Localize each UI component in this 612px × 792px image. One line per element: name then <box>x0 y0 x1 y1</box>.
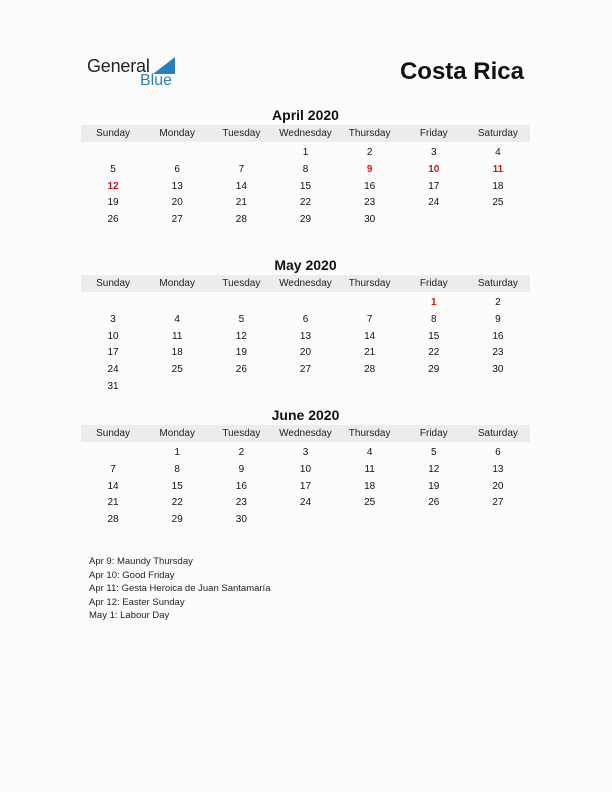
day-cell: 19 <box>235 347 247 359</box>
day-cell: 17 <box>428 180 440 192</box>
day-cell: 3 <box>110 313 116 325</box>
week-row <box>81 295 530 312</box>
week-row <box>81 195 530 212</box>
week-row <box>81 162 530 179</box>
weekday-label: Saturday <box>477 128 518 139</box>
day-cell: 5 <box>430 447 437 458</box>
weekday-label: Wednesday <box>279 278 332 289</box>
weekday-label: Thursday <box>348 428 391 439</box>
day-cell <box>402 212 466 229</box>
day-cell: 11 <box>492 163 504 175</box>
day-cell: 14 <box>235 180 247 192</box>
weekday-label: Monday <box>159 128 195 139</box>
month-june <box>81 405 530 529</box>
day-cell: 9 <box>366 163 373 175</box>
day-cell: 20 <box>492 480 504 492</box>
day-cell <box>466 379 530 396</box>
logo-blue-text: Blue <box>140 72 173 89</box>
day-cell: 27 <box>492 497 504 509</box>
day-cell: 27 <box>299 364 312 376</box>
day-cell: 18 <box>364 480 376 492</box>
day-cell: 5 <box>110 163 116 175</box>
day-cell: 24 <box>107 364 119 376</box>
day-cell: 25 <box>171 364 183 376</box>
day-cell <box>81 445 145 462</box>
day-cell: 22 <box>299 197 312 209</box>
day-cell: 28 <box>364 364 376 376</box>
holiday-list <box>89 555 270 623</box>
day-cell: 23 <box>364 197 376 209</box>
weekday-label: Wednesday <box>279 128 332 139</box>
weekday-label: Sunday <box>96 428 131 439</box>
day-cell: 20 <box>299 347 312 359</box>
day-cell: 27 <box>171 214 183 226</box>
day-cell: 9 <box>495 313 501 325</box>
day-cell: 16 <box>492 330 504 342</box>
month-title: May 2020 <box>274 257 337 273</box>
holiday-item: Apr 11: Gesta Heroica de Juan Santamaría <box>89 583 271 595</box>
day-cell: 11 <box>364 463 375 475</box>
month-may <box>81 255 530 396</box>
day-cell: 3 <box>430 147 437 158</box>
week-row <box>81 312 530 329</box>
day-cell: 19 <box>107 197 119 209</box>
weekday-label: Friday <box>419 428 448 439</box>
weekday-header <box>81 125 530 142</box>
day-cell <box>209 295 273 312</box>
weekday-label: Thursday <box>348 278 391 289</box>
week-row <box>81 379 530 396</box>
day-cell: 8 <box>302 163 309 175</box>
day-cell <box>338 512 402 529</box>
day-cell: 22 <box>171 497 183 509</box>
day-cell <box>209 379 273 396</box>
day-cell <box>273 379 337 396</box>
weekday-label: Sunday <box>96 128 131 139</box>
day-cell: 1 <box>174 447 180 458</box>
day-cell: 16 <box>364 180 376 192</box>
weekday-label: Thursday <box>348 128 391 139</box>
day-cell: 7 <box>238 163 245 175</box>
day-cell: 25 <box>364 497 376 509</box>
weekday-label: Saturday <box>477 428 518 439</box>
day-cell <box>273 512 337 529</box>
day-cell: 2 <box>238 447 245 458</box>
day-cell: 23 <box>235 497 247 509</box>
weekday-label: Tuesday <box>222 428 261 439</box>
day-cell: 21 <box>107 497 119 509</box>
day-cell: 23 <box>492 347 504 359</box>
day-cell: 20 <box>171 197 183 209</box>
day-cell <box>145 295 209 312</box>
week-row <box>81 212 530 229</box>
week-row <box>81 495 530 512</box>
day-cell: 6 <box>495 447 501 458</box>
month-april <box>81 105 530 229</box>
day-cell: 3 <box>302 447 309 458</box>
day-cell <box>81 295 145 312</box>
week-row <box>81 145 530 162</box>
day-cell: 4 <box>174 313 180 325</box>
weekday-label: Friday <box>419 128 448 139</box>
day-cell: 24 <box>428 197 440 209</box>
day-cell: 21 <box>235 197 247 209</box>
day-cell: 12 <box>107 180 119 192</box>
day-cell: 29 <box>428 364 440 376</box>
weekday-label: Wednesday <box>279 428 332 439</box>
day-cell: 1 <box>302 147 309 158</box>
day-cell: 15 <box>299 180 312 192</box>
day-cell <box>145 379 209 396</box>
weekday-header <box>81 425 530 442</box>
month-title: April 2020 <box>272 107 339 123</box>
country-title: Costa Rica <box>399 58 524 85</box>
general-blue-logo <box>87 56 187 92</box>
day-cell: 14 <box>107 480 119 492</box>
day-cell: 8 <box>174 463 180 475</box>
holiday-item: May 1: Labour Day <box>89 610 170 622</box>
weekday-label: Monday <box>159 278 195 289</box>
day-cell: 6 <box>302 313 309 325</box>
day-cell: 28 <box>107 514 119 526</box>
holiday-item: Apr 10: Good Friday <box>89 569 175 581</box>
day-cell <box>466 512 530 529</box>
day-cell: 4 <box>495 147 501 158</box>
day-cell <box>402 379 466 396</box>
day-cell: 13 <box>492 463 504 475</box>
day-cell: 30 <box>492 364 504 376</box>
week-row <box>81 179 530 196</box>
day-cell: 30 <box>364 214 376 226</box>
day-cell: 17 <box>107 347 119 359</box>
logo-general-text: General <box>87 56 150 76</box>
day-cell: 26 <box>428 497 440 509</box>
day-cell: 2 <box>495 297 501 308</box>
day-cell <box>81 145 145 162</box>
day-cell: 26 <box>235 364 247 376</box>
week-row <box>81 329 530 346</box>
day-cell: 30 <box>235 514 247 526</box>
day-cell: 11 <box>172 330 183 342</box>
week-row <box>81 479 530 496</box>
day-cell: 6 <box>174 163 180 175</box>
weekday-label: Tuesday <box>222 278 261 289</box>
day-cell: 29 <box>171 514 183 526</box>
weekday-label: Friday <box>419 278 448 289</box>
day-cell: 5 <box>238 313 245 325</box>
day-cell: 7 <box>366 313 373 325</box>
holiday-item: Apr 12: Easter Sunday <box>89 596 185 608</box>
day-cell: 10 <box>428 163 440 175</box>
day-cell: 2 <box>366 147 373 158</box>
day-cell: 22 <box>428 347 440 359</box>
day-cell: 18 <box>171 347 183 359</box>
day-cell: 13 <box>299 330 312 342</box>
weekday-label: Saturday <box>477 278 518 289</box>
weekday-label: Sunday <box>96 278 131 289</box>
holiday-item: Apr 9: Maundy Thursday <box>89 556 193 567</box>
day-cell: 31 <box>107 380 119 392</box>
week-row <box>81 462 530 479</box>
day-cell: 21 <box>364 347 376 359</box>
day-cell: 10 <box>299 463 312 475</box>
weekday-label: Tuesday <box>222 128 261 139</box>
day-cell: 28 <box>235 214 247 226</box>
weekday-header <box>81 275 530 292</box>
day-cell: 25 <box>492 197 504 209</box>
day-cell: 12 <box>428 463 440 475</box>
day-cell: 18 <box>492 180 504 192</box>
week-row <box>81 512 530 529</box>
day-cell: 24 <box>299 497 312 509</box>
day-cell: 1 <box>430 297 437 308</box>
day-cell <box>209 145 273 162</box>
weekday-label: Monday <box>159 428 195 439</box>
day-cell: 29 <box>299 214 312 226</box>
day-cell <box>402 512 466 529</box>
day-cell: 12 <box>235 330 247 342</box>
day-cell: 4 <box>366 447 373 458</box>
day-cell: 8 <box>430 313 437 325</box>
day-cell <box>145 145 209 162</box>
month-title: June 2020 <box>271 407 340 423</box>
week-row <box>81 445 530 462</box>
week-row <box>81 362 530 379</box>
day-cell: 19 <box>428 480 440 492</box>
day-cell: 10 <box>107 330 119 342</box>
day-cell: 15 <box>171 480 183 492</box>
day-cell: 7 <box>110 463 116 475</box>
day-cell: 26 <box>107 214 119 226</box>
day-cell: 15 <box>428 330 440 342</box>
day-cell: 13 <box>171 180 183 192</box>
day-cell <box>466 212 530 229</box>
day-cell <box>338 295 402 312</box>
day-cell <box>273 295 337 312</box>
week-row <box>81 345 530 362</box>
day-cell: 9 <box>238 463 245 475</box>
day-cell: 16 <box>235 480 247 492</box>
day-cell <box>338 379 402 396</box>
day-cell: 17 <box>299 480 312 492</box>
day-cell: 14 <box>364 330 376 342</box>
